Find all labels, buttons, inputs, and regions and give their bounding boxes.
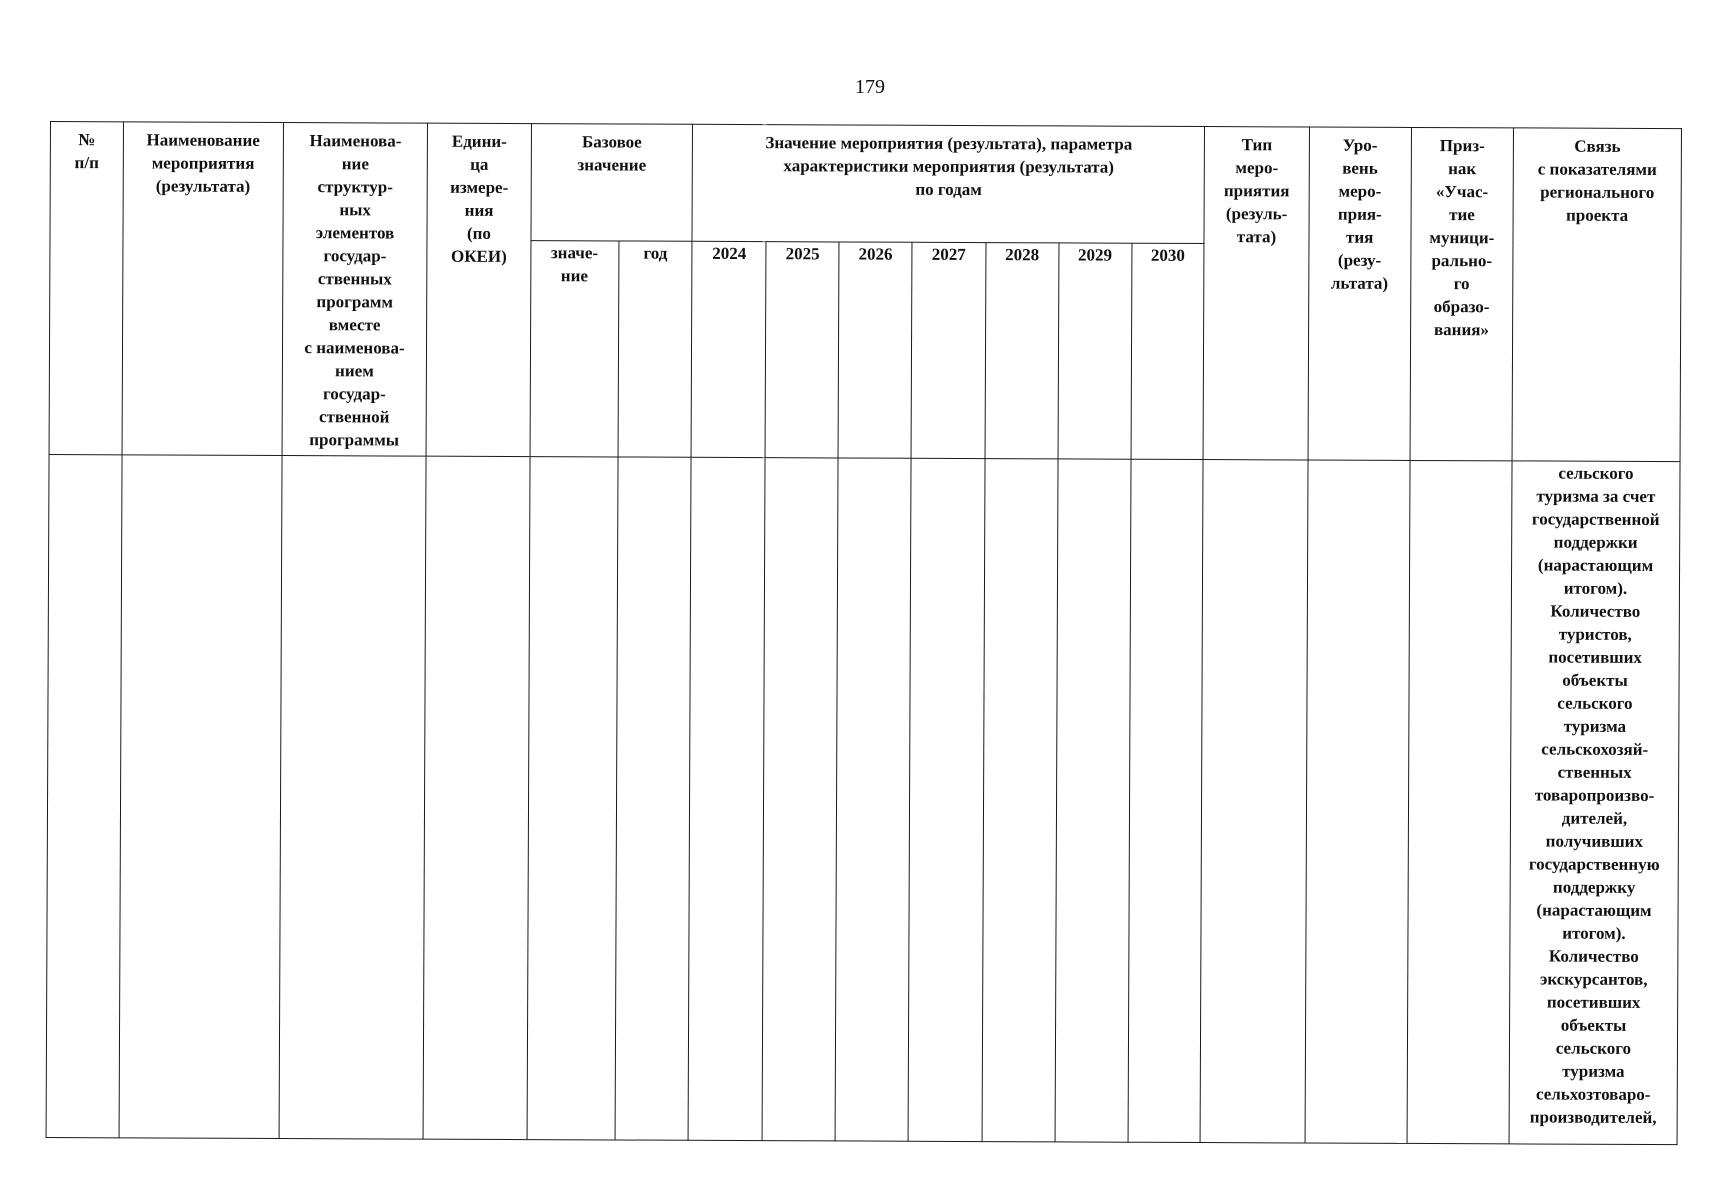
header-year-2027: 2027 <box>911 242 986 458</box>
header-year-2028: 2028 <box>985 243 1059 459</box>
header-year-2024: 2024 <box>691 241 766 457</box>
header-num: № п/п <box>49 122 123 455</box>
cell-municipal-participation <box>1407 460 1512 1143</box>
cell-unit <box>423 456 529 1139</box>
cell-structural-elements <box>279 456 427 1140</box>
header-event-level: Уро- вень меро- прия- тия (резу- льтата) <box>1308 127 1412 460</box>
cell-event-name <box>119 455 282 1139</box>
header-year-2030: 2030 <box>1131 243 1205 459</box>
cell-event-type <box>1200 460 1307 1143</box>
header-regional-link: Связь с показателями регионального проекта <box>1512 128 1681 462</box>
cell-event-level <box>1305 460 1410 1143</box>
header-unit: Едини- ца измере- ния (по ОКЕИ) <box>426 123 531 456</box>
cell-regional-link <box>1509 461 1680 1145</box>
cell-base-value <box>527 457 618 1140</box>
cell-base-year <box>615 457 692 1140</box>
cell-num <box>46 454 122 1137</box>
cell-2024 <box>688 457 765 1140</box>
header-event-type: Тип меро- приятия (резуль- тата) <box>1203 127 1309 460</box>
header-year-2025: 2025 <box>765 242 839 458</box>
cell-2028 <box>982 459 1058 1142</box>
header-year-2029: 2029 <box>1058 243 1132 459</box>
header-base-value: Базовое значение <box>531 124 693 242</box>
regional-link-text: сельского туризма за счет государственной поддержки (нарастающим итогом). Количество туристов, посетивших объекты сельского туризма сельскохозяй- ственных товаропроизво- дителей, получивших государственную поддержку (нарастающим итогом). Количество экскурсантов, посетивших объекты сельского туризма сельхозтоваро- производителей, <box>1528 463 1660 1128</box>
cell-2026 <box>835 458 911 1141</box>
header-base-value-value: значе- ние <box>530 241 619 457</box>
header-base-value-year: год <box>618 241 693 457</box>
cell-2027 <box>908 458 985 1141</box>
header-structural-elements: Наименова- ние структур- ных элементов государ- ственных программ вместе с наименова- нием государ- ственной программы <box>282 123 428 457</box>
page-number: 179 <box>855 76 885 98</box>
header-values-by-year: Значение мероприятия (результата), параметра характеристики мероприятия (результата) по годам <box>692 124 1204 243</box>
cell-2029 <box>1055 459 1131 1142</box>
events-table <box>46 121 1682 1145</box>
cell-2025 <box>762 458 838 1141</box>
header-event-name: Наименование мероприятия (результата) <box>122 122 283 456</box>
header-municipal-participation: Приз- нак «Учас- тие муници- pально- го образо- вания» <box>1410 127 1514 460</box>
header-year-2026: 2026 <box>838 242 912 458</box>
cell-2030 <box>1128 459 1204 1142</box>
